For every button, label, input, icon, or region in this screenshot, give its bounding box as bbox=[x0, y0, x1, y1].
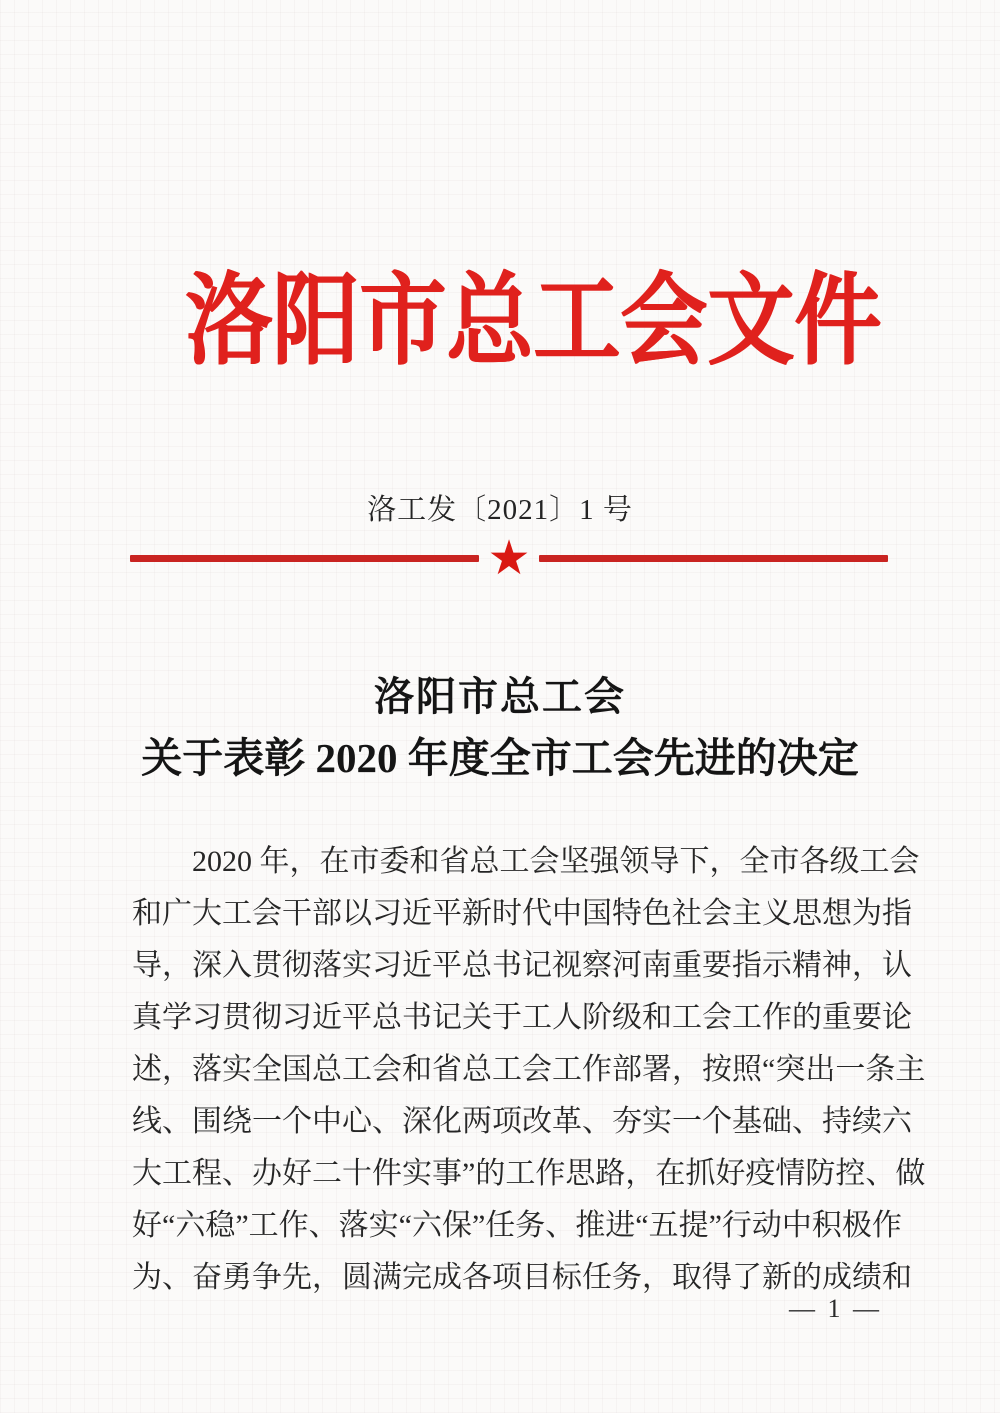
body-text-line: 真学习贯彻习近平总书记关于工人阶级和工会工作的重要论 bbox=[132, 1001, 912, 1034]
page-number: — 1 — bbox=[789, 1294, 882, 1323]
banner-title: 洛阳市总工会文件 bbox=[185, 266, 881, 377]
document-title-line2: 关于表彰 2020 年度全市工会先进的决定 bbox=[141, 735, 859, 781]
body-text-line: 和广大工会干部以习近平新时代中国特色社会主义思想为指 bbox=[132, 897, 912, 930]
star-icon: ★ bbox=[487, 530, 531, 586]
body-text-line: 好“六稳”工作、落实“六保”任务、推进“五提”行动中积极作 bbox=[132, 1209, 902, 1242]
body-text-line: 导，深入贯彻落实习近平总书记视察河南重要指示精神，认 bbox=[132, 949, 912, 982]
red-divider bbox=[130, 530, 888, 586]
body-text-line: 大工程、办好二十件实事”的工作思路，在抓好疫情防控、做 bbox=[132, 1157, 926, 1190]
body-text-line: 述，落实全国总工会和省总工会工作部署，按照“突出一条主 bbox=[132, 1053, 926, 1086]
document-number: 洛工发〔2021〕1 号 bbox=[367, 494, 633, 526]
divider-line-left bbox=[130, 555, 479, 562]
body-text-line: 线、围绕一个中心、深化两项改革、夯实一个基础、持续六 bbox=[132, 1105, 912, 1138]
document-title bbox=[121, 672, 879, 788]
document-title-line1: 洛阳市总工会 bbox=[374, 674, 626, 719]
body-text-line: 2020 年，在市委和省总工会坚强领导下，全市各级工会 bbox=[192, 845, 920, 878]
red-header-banner bbox=[121, 262, 879, 411]
body-paragraph bbox=[132, 836, 926, 1304]
divider-line-right bbox=[539, 555, 888, 562]
body-text-line: 为、奋勇争先，圆满完成各项目标任务，取得了新的成绩和 bbox=[132, 1261, 912, 1294]
